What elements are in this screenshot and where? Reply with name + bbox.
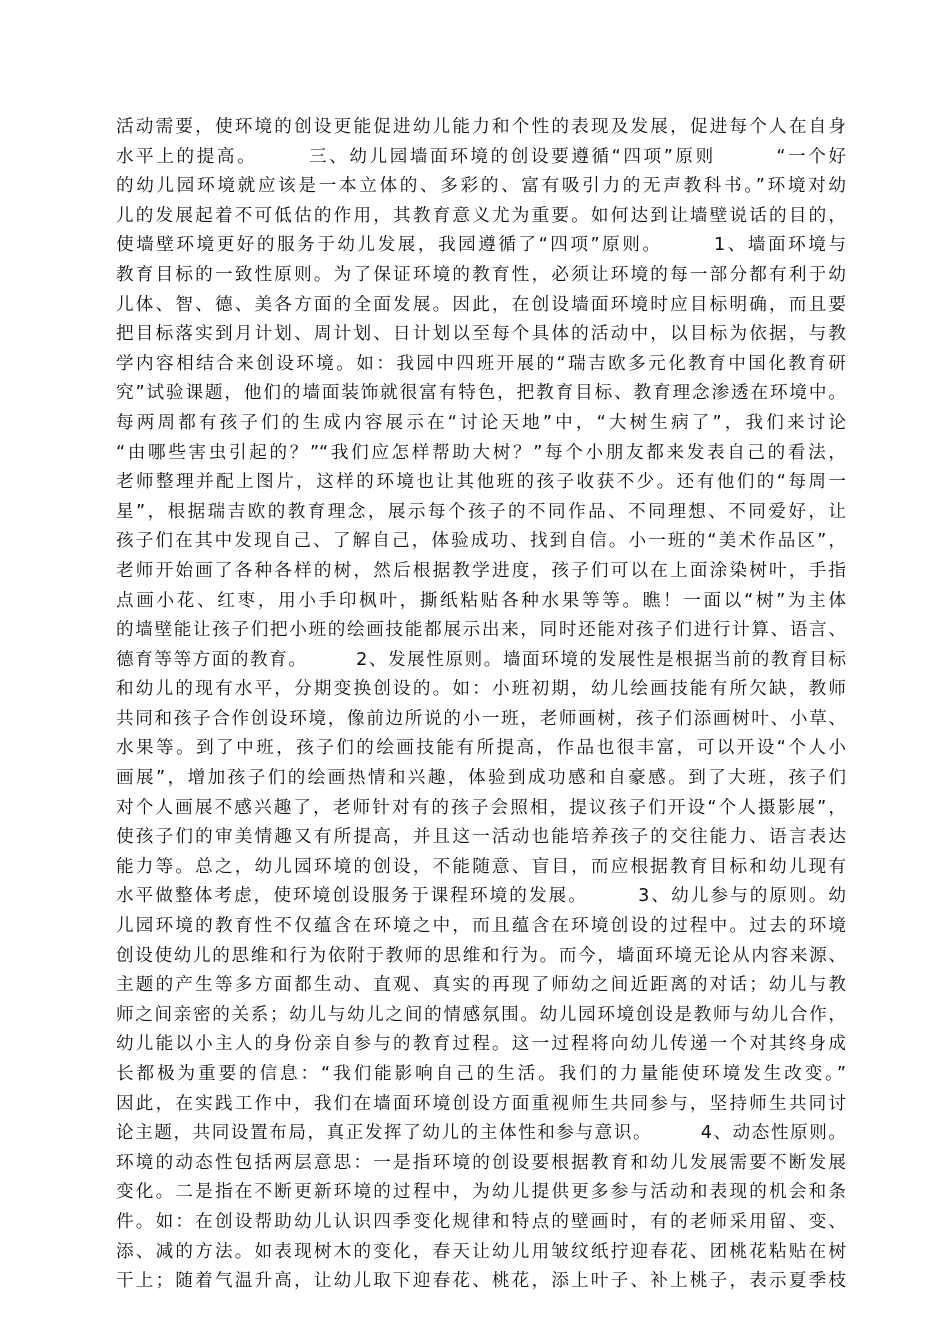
text-line: 的墙壁能让孩子们把小班的绘画技能都展示出来，同时还能对孩子们进行计算、语言、 — [116, 620, 846, 641]
text-line: 使孩子们的审美情趣又有所提高，并且这一活动也能培养孩子的交往能力、语言表达 — [116, 827, 846, 848]
text-line: 水平上的提高。 三、幼儿园墙面环境的创设要遵循“四项”原则 “一个好 — [116, 146, 846, 167]
text-line: 老师整理并配上图片，这样的环境也让其他班的孩子收获不少。还有他们的“每周一 — [116, 472, 846, 493]
text-line: 论主题，共同设置布局，真正发挥了幼儿的主体性和参与意识。 4、动态性原则。 — [116, 1123, 846, 1144]
text-line: 每两周都有孩子们的生成内容展示在“讨论天地”中，“大树生病了”，我们来讨论 — [116, 412, 846, 433]
text-line: “由哪些害虫引起的？”“我们应怎样帮助大树？”每个小朋友都来发表自己的看法， — [116, 442, 846, 463]
text-line: 长都极为重要的信息：“我们能影响自己的生活。我们的力量能使环境发生改变。” — [116, 1064, 846, 1084]
text-line: 儿的发展起着不可低估的作用，其教育意义尤为重要。如何达到让墙壁说话的目的， — [116, 205, 846, 226]
text-line: 究”试验课题，他们的墙面装饰就很富有特色，把教育目标、教育理念渗透在环境中。 — [116, 383, 846, 404]
text-line: 把目标落实到月计划、周计划、日计划以至每个具体的活动中，以目标为依据，与教 — [116, 324, 846, 345]
text-line: 变化。二是指在不断更新环境的过程中，为幼儿提供更多参与活动和表现的机会和条 — [116, 1182, 846, 1203]
text-line: 儿体、智、德、美各方面的全面发展。因此，在创设墙面环境时应目标明确，而且要 — [116, 294, 846, 315]
text-line: 添、减的方法。如表现树木的变化，春天让幼儿用皱纹纸拧迎春花、团桃花粘贴在树 — [116, 1241, 846, 1262]
text-line: 水果等。到了中班，孩子们的绘画技能有所提高，作品也很丰富，可以开设“个人小 — [116, 738, 846, 759]
text-line: 共同和孩子合作创设环境，像前边所说的小一班，老师画树，孩子们添画树叶、小草、 — [116, 708, 846, 729]
text-line: 件。如：在创设帮助幼儿认识四季变化规律和特点的壁画时，有的老师采用留、变、 — [116, 1211, 846, 1232]
text-line: 使墙壁环境更好的服务于幼儿发展，我园遵循了“四项”原则。 1、墙面环境与 — [116, 235, 846, 256]
text-line: 因此，在实践工作中，我们在墙面环境创设方面重视师生共同参与，坚持师生共同讨 — [116, 1093, 846, 1114]
text-line: 画展”，增加孩子们的绘画热情和兴趣，体验到成功感和自豪感。到了大班，孩子们 — [116, 768, 846, 789]
text-line: 教育目标的一致性原则。为了保证环境的教育性，必须让环境的每一部分都有利于幼 — [116, 264, 846, 285]
text-line: 师之间亲密的关系；幼儿与幼儿之间的情感氛围。幼儿园环境创设是教师与幼儿合作， — [116, 1004, 846, 1025]
text-line: 的幼儿园环境就应该是一本立体的、多彩的、富有吸引力的无声教科书。”环境对幼 — [116, 176, 846, 197]
text-line: 对个人画展不感兴趣了，老师针对有的孩子会照相，提议孩子们开设“个人摄影展”， — [116, 797, 846, 818]
text-line: 点画小花、红枣，用小手印枫叶，撕纸粘贴各种水果等等。瞧！一面以“树”为主体 — [116, 590, 846, 611]
text-line: 孩子们在其中发现自己、了解自己，体验成功、找到自信。小一班的“美术作品区”， — [116, 531, 846, 552]
text-line: 环境的动态性包括两层意思：一是指环境的创设要根据教育和幼儿发展需要不断发展 — [116, 1152, 846, 1173]
text-line: 创设使幼儿的思维和行为依附于教师的思维和行为。而今，墙面环境无论从内容来源、 — [116, 945, 846, 966]
text-line: 水平做整体考虑，使环境创设服务于课程环境的发展。 3、幼儿参与的原则。幼 — [116, 886, 846, 907]
body-text — [116, 113, 846, 1297]
text-line: 老师开始画了各种各样的树，然后根据教学进度，孩子们可以在上面涂染树叶，手指 — [116, 560, 846, 581]
text-line: 星”，根据瑞吉欧的教育理念，展示每个孩子的不同作品、不同理想、不同爱好，让 — [116, 501, 846, 522]
text-line: 幼儿能以小主人的身份亲自参与的教育过程。这一过程将向幼儿传递一个对其终身成 — [116, 1034, 846, 1055]
text-line: 活动需要，使环境的创设更能促进幼儿能力和个性的表现及发展，促进每个人在自身 — [116, 117, 846, 137]
text-line: 儿园环境的教育性不仅蕴含在环境之中，而且蕴含在环境创设的过程中。过去的环境 — [116, 916, 846, 937]
text-line: 干上；随着气温升高，让幼儿取下迎春花、桃花，添上叶子、补上桃子，表示夏季枝 — [116, 1271, 846, 1292]
text-line: 德育等等方面的教育。 2、发展性原则。墙面环境的发展性是根据当前的教育目标 — [116, 649, 846, 670]
text-line: 和幼儿的现有水平，分期变换创设的。如：小班初期，幼儿绘画技能有所欠缺，教师 — [116, 679, 846, 700]
text-line: 主题的产生等多方面都生动、直观、真实的再现了师幼之间近距离的对话；幼儿与教 — [116, 975, 846, 996]
text-line: 能力等。总之，幼儿园环境的创设，不能随意、盲目，而应根据教育目标和幼儿现有 — [116, 856, 846, 877]
text-line: 学内容相结合来创设环境。如：我园中四班开展的“瑞吉欧多元化教育中国化教育研 — [116, 353, 846, 374]
